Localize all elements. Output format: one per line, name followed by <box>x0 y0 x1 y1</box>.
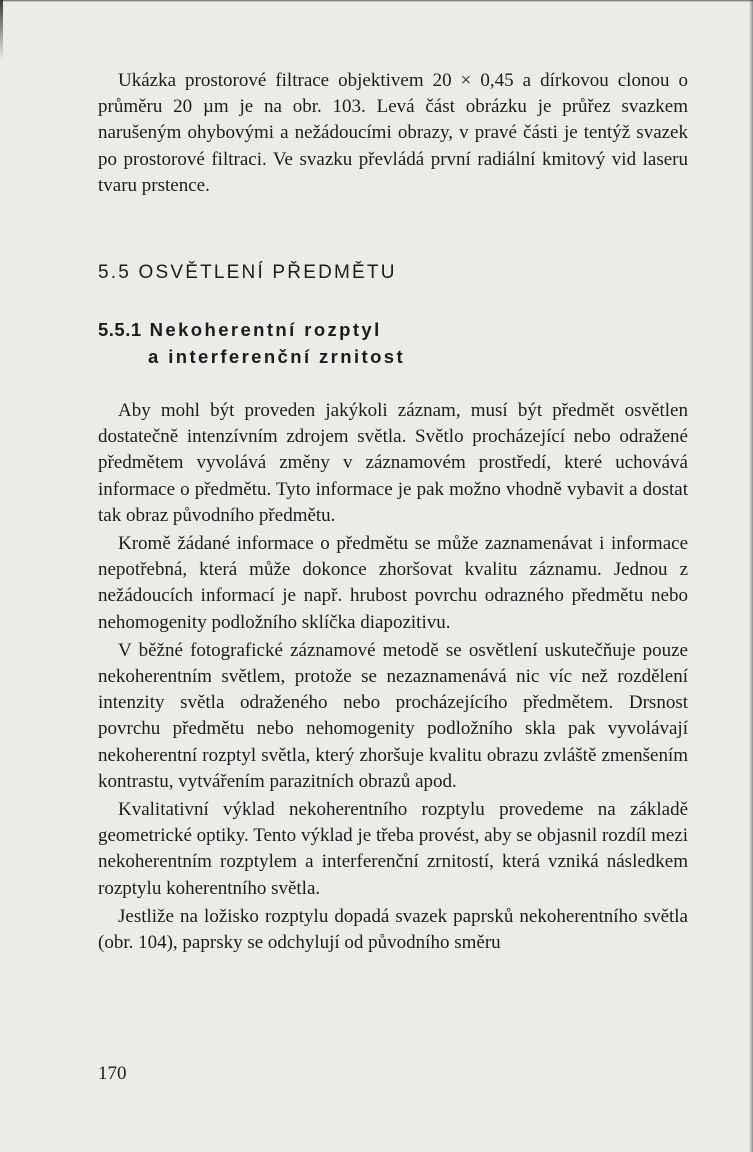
subsection-heading <box>98 316 405 370</box>
scan-edge-right <box>749 0 753 1152</box>
section-heading: 5.5 OSVĚTLENÍ PŘEDMĚTU <box>98 262 397 283</box>
page-number: 170 <box>98 1063 127 1084</box>
body-text <box>98 398 688 956</box>
top-paragraph: Ukázka prostorové filtrace objektivem 20 × 0,45 a dírkovou clonou o průměru 20 µm je na obr. 103. Levá část obrázku je průřez svazkem narušeným ohybovými a nežádoucími obrazy, v pravé části je tentýž svazek po prostorové filtraci. Ve svazku převládá první radiální kmitový vid laseru tvaru prstence. <box>98 70 688 196</box>
subsection-number: 5.5.1 <box>98 319 142 340</box>
paragraph-4: Kvalitativní výklad nekoherentního rozptylu provedeme na základě geometrické optiky. Tento výklad je třeba provést, aby se objasnil rozdíl mezi nekoherentním rozptylem a interferenční zrnitostí, která vzniká následkem rozptylu koherentního světla. <box>98 799 688 899</box>
subsection-title-line1: Nekoherentní rozptyl <box>149 319 382 340</box>
top-text-block <box>98 68 688 199</box>
paragraph-3: V běžné fotografické záznamové metodě se osvětlení uskutečňuje pouze nekoherentním světlem, protože se nezaznamenává nic víc než rozdělení intenzity světla odraženého nebo procházejícího předmětem. Drsnost povrchu předmětu nebo nehomogenity podložního skla pak vyvolávají nekoherentní rozptyl světla, který zhoršuje kvalitu obrazu zvláště zmenšením kontrastu, vytvářením parazitních obrazů apod. <box>98 639 688 792</box>
scan-edge-top <box>0 0 753 2</box>
scan-edge-left <box>0 0 3 60</box>
paragraph-2: Kromě žádané informace o předmětu se může zaznamenávat i informace nepotřebná, která může dokonce zhoršovat kvalitu záznamu. Jednou z nežádoucích informací je např. hrubost povrchu odrazného předmětu nebo nehomogenity podložního sklíčka diapozitivu. <box>98 533 688 633</box>
paragraph-5: Jestliže na ložisko rozptylu dopadá svazek paprsků nekoherentního světla (obr. 104), paprsky se odchylují od původního směru <box>98 905 688 954</box>
subsection-title-line2: a interferenční zrnitost <box>148 346 406 367</box>
paragraph-1: Aby mohl být proveden jakýkoli záznam, musí být předmět osvětlen dostatečně intenzívním zdrojem světla. Světlo procházející nebo odražené předmětem vyvolává změny v záznamovém prostředí, které uchovává informace o předmětu. Tyto informace je pak možno vhodně vybavit a dostat tak obraz původního předmětu. <box>98 400 688 526</box>
